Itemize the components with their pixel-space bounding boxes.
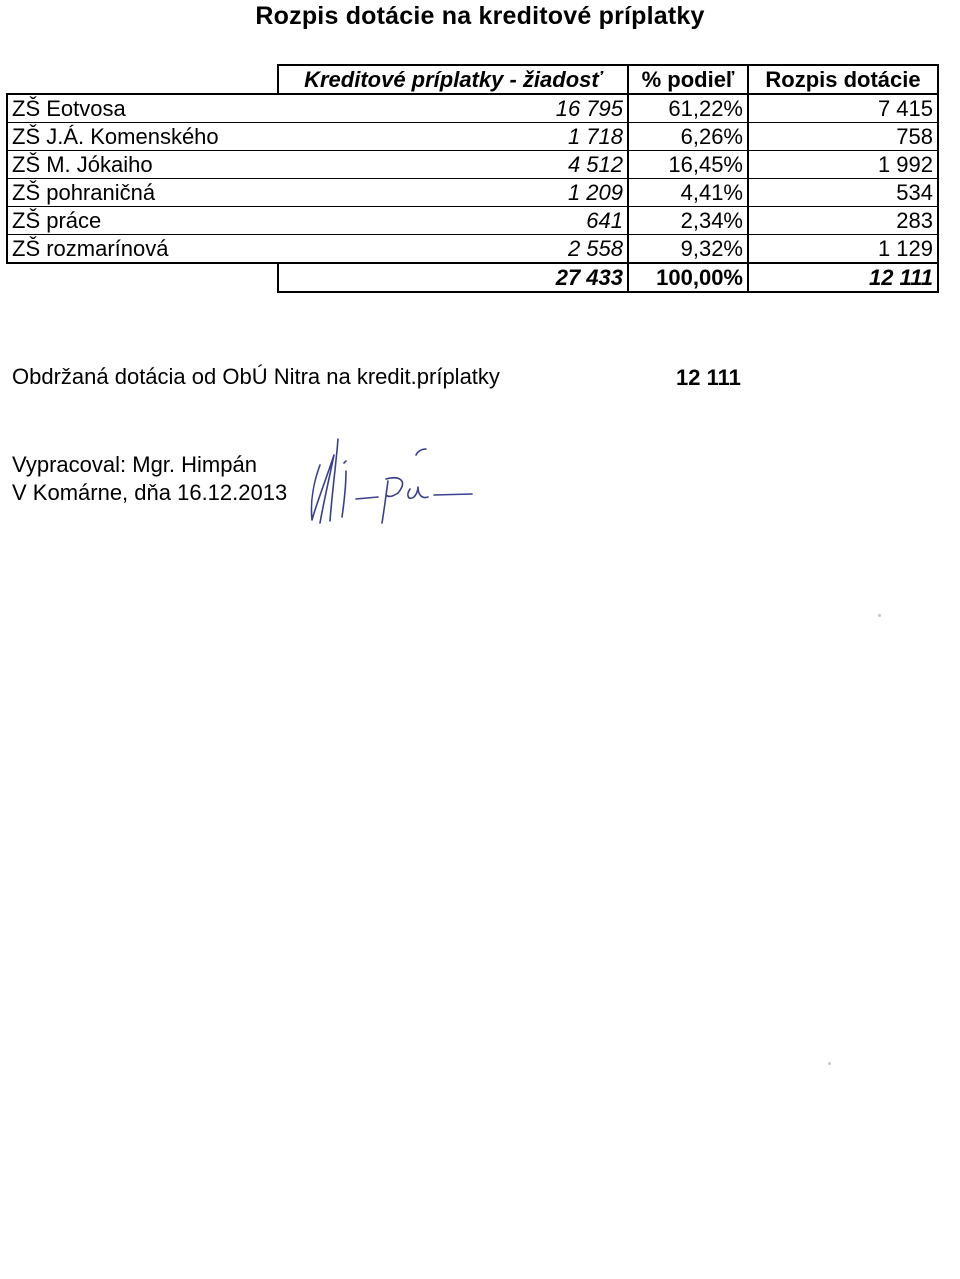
total-share: 100,00% [628,263,748,292]
school-name: ZŠ Eotvosa [7,94,278,123]
request-value: 1 209 [278,179,628,207]
grant-value: 1 992 [748,151,938,179]
school-name: ZŠ pohraničná [7,179,278,207]
place-and-date: V Komárne, dňa 16.12.2013 [12,480,288,505]
school-name: ZŠ J.Á. Komenského [7,123,278,151]
total-grant: 12 111 [748,263,938,292]
received-grant-value: 12 111 [676,365,741,390]
table-row [7,151,938,179]
table-row [7,179,938,207]
request-value: 4 512 [278,151,628,179]
table-row [7,94,938,123]
table-row [7,123,938,151]
school-name: ZŠ M. Jókaiho [7,151,278,179]
grant-value: 758 [748,123,938,151]
request-value: 1 718 [278,123,628,151]
header-blank-cell [7,65,278,94]
table-row [7,207,938,235]
total-request: 27 433 [278,263,628,292]
document-title: Rozpis dotácie na kreditové príplatky [255,2,705,30]
request-value: 641 [278,207,628,235]
grant-value: 7 415 [748,94,938,123]
received-grant-label: Obdržaná dotácia od ObÚ Nitra na kredit.príplatky [12,364,500,389]
share-value: 2,34% [628,207,748,235]
share-value: 16,45% [628,151,748,179]
header-request: Kreditové príplatky - žiadosť [278,65,628,94]
totals-row [7,263,938,292]
prepared-by: Vypracoval: Mgr. Himpán [12,452,257,477]
table-header-row [7,65,938,94]
totals-blank-cell [7,263,278,292]
header-grant: Rozpis dotácie [748,65,938,94]
grant-value: 283 [748,207,938,235]
request-value: 2 558 [278,235,628,264]
share-value: 9,32% [628,235,748,264]
share-value: 6,26% [628,123,748,151]
signature-mark [290,425,480,535]
share-value: 61,22% [628,94,748,123]
school-name: ZŠ práce [7,207,278,235]
scan-speck [828,1062,831,1065]
request-value: 16 795 [278,94,628,123]
table-row [7,235,938,264]
grant-table [6,64,939,293]
scan-speck [878,614,881,617]
share-value: 4,41% [628,179,748,207]
header-share: % podieľ [628,65,748,94]
grant-value: 1 129 [748,235,938,264]
school-name: ZŠ rozmarínová [7,235,278,264]
grant-value: 534 [748,179,938,207]
